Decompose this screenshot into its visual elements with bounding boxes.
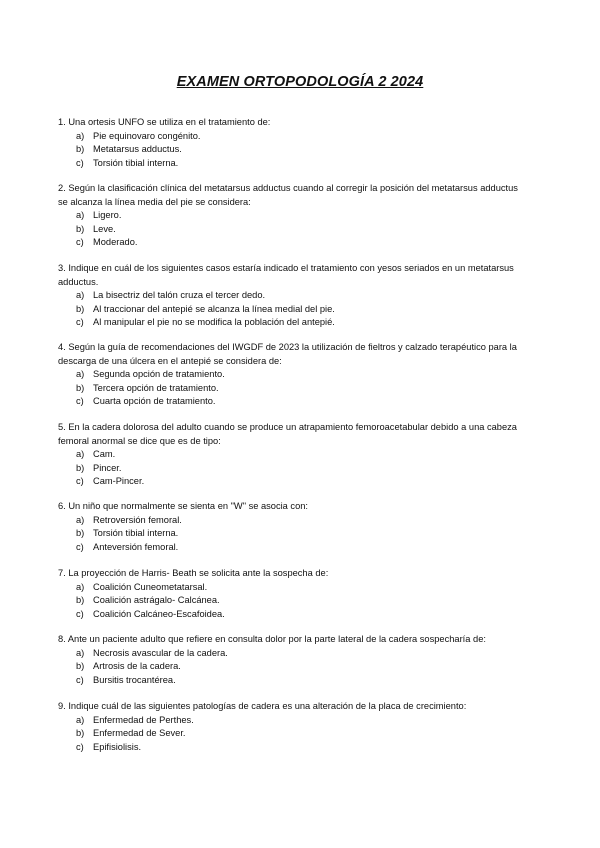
answer-option [58,143,528,157]
answer-option [58,303,528,317]
option-letter: c) [76,541,84,552]
option-letter: a) [76,449,85,459]
question-6 [58,500,528,554]
page-title: EXAMEN ORTOPODOLOGÍA 2 2024 [176,74,424,90]
question-text: 4. Según la guía de recomendaciones del IWGDF de 2023 la utilización de fieltros y calzado terapéutico para la descarga de una úlcera en el antepié se considera de: [58,342,517,366]
answer-option [58,368,528,382]
option-letter: a) [76,581,85,592]
answer-option [58,660,528,674]
question-7 [58,567,528,621]
answer-option [58,462,528,476]
option-text: Pie equinovaro congénito. [93,130,201,141]
option-letter: b) [76,528,85,538]
option-text: Enfermedad de Perthes. [93,714,194,725]
option-text: Leve. [93,223,116,234]
option-letter: b) [76,223,85,234]
answer-option [58,608,528,622]
option-text: Segunda opción de tratamiento. [93,369,225,379]
option-letter: a) [76,290,85,300]
option-letter: c) [76,476,84,486]
option-letter: a) [76,369,85,379]
question-text: 2. Según la clasificación clínica del metatarsus adductus cuando al corregir la posición del metatarsus adductus se alcanza la línea media del pie se considera: [58,183,518,207]
answer-option [58,741,528,755]
option-text: Anteversión femoral. [93,541,179,552]
option-letter: c) [76,396,84,406]
option-text: Cam-Pincer. [93,476,145,486]
option-text: Al traccionar del antepié se alcanza la línea medial del pie. [93,303,335,314]
option-letter: c) [76,237,84,247]
option-text: Moderado. [93,237,138,247]
answer-option [58,209,528,223]
option-text: Coalición astrágalo- Calcánea. [93,595,220,605]
option-letter: b) [76,303,85,314]
option-letter: a) [76,647,85,658]
question-4 [58,341,528,409]
answer-option [58,382,528,396]
answer-option [58,541,528,555]
question-9 [58,700,528,754]
option-text: Bursitis trocantérea. [93,674,176,685]
option-text: Torsión tibial interna. [93,157,179,168]
answer-option [58,674,528,688]
question-2 [58,182,528,250]
option-letter: a) [76,210,85,220]
option-letter: b) [76,728,85,738]
answer-option [58,236,528,250]
answer-option [58,130,528,144]
option-letter: b) [76,462,85,473]
option-text: Al manipular el pie no se modifica la población del antepié. [93,317,335,327]
question-text: 9. Indique cuál de las siguientes patologías de cadera es una alteración de la placa de crecimiento: [58,701,467,711]
option-letter: c) [76,741,84,752]
answer-option [58,527,528,541]
question-text: 6. Un niño que normalmente se sienta en "W" se asocia con: [58,501,309,511]
answer-option [58,316,528,330]
option-letter: b) [76,595,85,605]
answer-option [58,594,528,608]
option-text: Necrosis avascular de la cadera. [93,647,228,658]
answer-option [58,395,528,409]
answer-option [58,647,528,661]
option-text: Cuarta opción de tratamiento. [93,396,216,406]
option-text: Torsión tibial interna. [93,528,179,538]
option-text: Enfermedad de Sever. [93,728,186,738]
question-text: 1. Una ortesis UNFO se utiliza en el tratamiento de: [58,117,271,127]
option-letter: b) [76,382,85,393]
question-text: 3. Indique en cuál de los siguientes casos estaría indicado el tratamiento con yesos seriados en un metatarsus adductus. [58,263,514,287]
answer-option [58,289,528,303]
option-text: Coalición Calcáneo-Escafoidea. [93,608,225,619]
option-letter: c) [76,317,84,327]
answer-option [58,223,528,237]
question-text: 8. Ante un paciente adulto que refiere en consulta dolor por la parte lateral de la cadera sospecharía de: [58,634,486,644]
option-letter: c) [76,674,84,685]
answer-option [58,581,528,595]
option-letter: a) [76,514,85,525]
option-text: Cam. [93,449,116,459]
answer-option [58,514,528,528]
option-text: Ligero. [93,210,122,220]
option-text: Retroversión femoral. [93,514,182,525]
option-letter: c) [76,608,84,619]
question-1 [58,116,528,170]
question-3 [58,262,528,330]
option-text: Epifisiolisis. [93,741,142,752]
question-text: 7. La proyección de Harris- Beath se solicita ante la sospecha de: [58,568,329,578]
option-letter: a) [76,130,85,141]
option-letter: b) [76,144,85,154]
option-text: Artrosis de la cadera. [93,661,181,671]
question-5 [58,421,528,489]
option-text: Tercera opción de tratamiento. [93,382,219,393]
option-text: Pincer. [93,462,122,473]
option-letter: c) [76,157,84,168]
answer-option [58,727,528,741]
option-text: Metatarsus adductus. [93,144,182,154]
answer-option [58,714,528,728]
option-text: Coalición Cuneometatarsal. [93,581,208,592]
answer-option [58,475,528,489]
answer-option [58,448,528,462]
option-text: La bisectriz del talón cruza el tercer dedo. [93,290,266,300]
question-text: 5. En la cadera dolorosa del adulto cuando se produce un atrapamiento femoroacetabular debido a una cabeza femoral anormal se dice que es de tipo: [58,422,517,446]
option-letter: a) [76,714,85,725]
question-8 [58,633,528,687]
option-letter: b) [76,661,85,671]
answer-option [58,157,528,171]
